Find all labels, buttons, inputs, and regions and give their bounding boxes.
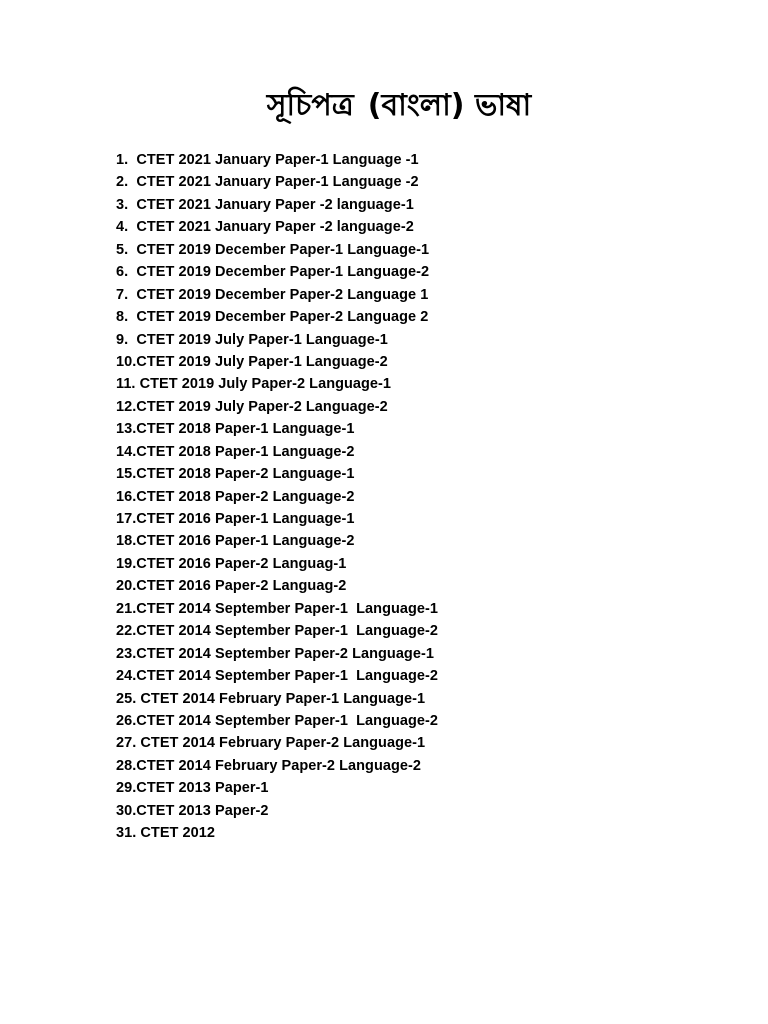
- toc-item: 4. CTET 2021 January Paper -2 language-2: [116, 219, 414, 236]
- toc-item: 14.CTET 2018 Paper-1 Language-2: [116, 443, 355, 460]
- page-title: [0, 86, 768, 126]
- toc-item: 26.CTET 2014 September Paper-1 Language-2: [116, 712, 439, 729]
- toc-item: 7. CTET 2019 December Paper-2 Language 1: [116, 286, 429, 303]
- title-bengali-index: সূচিপত্র: [266, 88, 354, 123]
- toc-item: 20.CTET 2016 Paper-2 Languag-2: [116, 578, 347, 595]
- toc-item: 11. CTET 2019 July Paper-2 Language-1: [116, 376, 392, 393]
- toc-item: 17.CTET 2016 Paper-1 Language-1: [116, 511, 355, 527]
- toc-item: 23.CTET 2014 September Paper-2 Language-1: [116, 645, 434, 662]
- toc-item: 29.CTET 2013 Paper-1: [116, 780, 269, 797]
- toc-item: 25. CTET 2014 February Paper-1 Language-1: [116, 690, 426, 707]
- toc-item: 9. CTET 2019 July Paper-1 Language-1: [116, 331, 388, 348]
- toc-item: 3. CTET 2021 January Paper -2 language-1: [116, 196, 414, 213]
- toc-item: 2. CTET 2021 January Paper-1 Language -2: [116, 174, 419, 191]
- toc-item: 1. CTET 2021 January Paper-1 Language -1: [116, 152, 419, 168]
- toc-item: 28.CTET 2014 February Paper-2 Language-2: [116, 757, 421, 774]
- toc-item: 5. CTET 2019 December Paper-1 Language-1: [116, 241, 430, 258]
- toc-item: 15.CTET 2018 Paper-2 Language-1: [116, 466, 355, 483]
- toc-item: 24.CTET 2014 September Paper-1 Language-2: [116, 668, 439, 685]
- title-language: (বাংলা) ভাষা: [367, 88, 532, 123]
- toc-item: 10.CTET 2019 July Paper-1 Language-2: [116, 353, 388, 370]
- toc-item: 27. CTET 2014 February Paper-2 Language-1: [116, 735, 426, 752]
- toc-item: 21.CTET 2014 September Paper-1 Language-1: [116, 600, 439, 617]
- toc-item: 19.CTET 2016 Paper-2 Languag-1: [116, 555, 347, 572]
- toc-item: 8. CTET 2019 December Paper-2 Language 2: [116, 309, 429, 326]
- toc-item: 31. CTET 2012: [116, 825, 215, 842]
- toc-item: 12.CTET 2019 July Paper-2 Language-2: [116, 398, 388, 415]
- toc-item: 13.CTET 2018 Paper-1 Language-1: [116, 421, 355, 438]
- toc-item: 30.CTET 2013 Paper-2: [116, 802, 269, 819]
- toc-item: 22.CTET 2014 September Paper-1 Language-2: [116, 623, 439, 640]
- toc-item: 16.CTET 2018 Paper-2 Language-2: [116, 488, 355, 505]
- toc-item: 18.CTET 2016 Paper-1 Language-2: [116, 533, 355, 550]
- toc-item: 6. CTET 2019 December Paper-1 Language-2: [116, 264, 430, 281]
- table-of-contents: [116, 149, 736, 845]
